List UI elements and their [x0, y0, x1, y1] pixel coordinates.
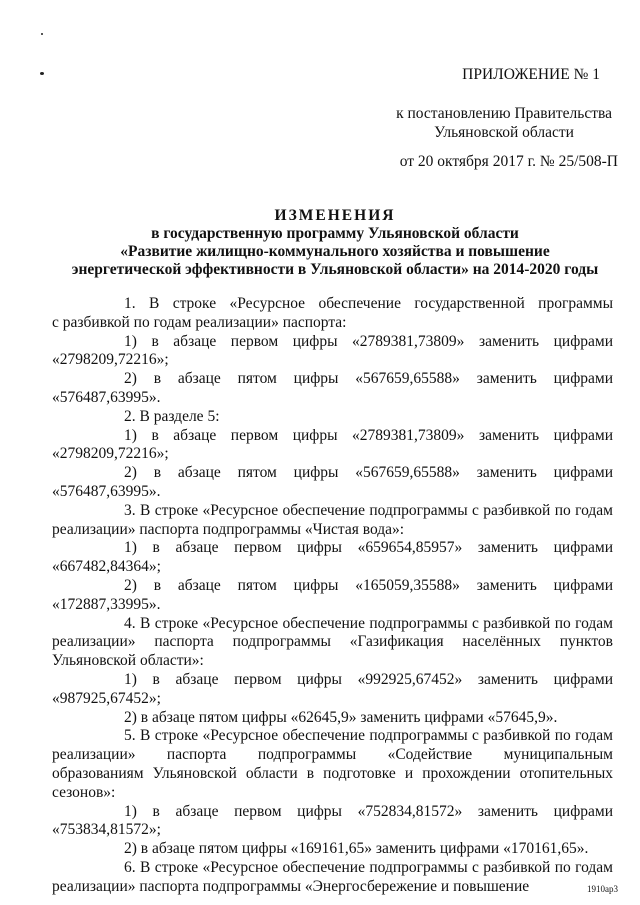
- paragraph-line: Ульяновской области»:: [52, 652, 204, 670]
- paragraph-first-line: 6. В строке «Ресурсное обеспечение подпрограммы с разбивкой по годам: [124, 858, 613, 876]
- paragraph-first-line: 5. В строке «Ресурсное обеспечение подпрограммы с разбивкой по годам: [124, 727, 613, 745]
- list-item: [52, 576, 613, 615]
- footer-code: 1910ap3: [587, 884, 618, 894]
- paragraph-line: сезонов»:: [52, 783, 116, 801]
- list-item: [52, 295, 613, 333]
- paragraph-line: с разбивкой по годам реализации» паспорта:: [52, 313, 347, 331]
- paragraph-first-line: 1) в абзаце первом цифры «659654,85957» заменить цифрами: [124, 539, 613, 557]
- paragraph-line: реализации» паспорта подпрограммы «Энергосбережение и повышение: [52, 877, 530, 895]
- appendix-label: ПРИЛОЖЕНИЕ № 1: [462, 66, 600, 83]
- paragraph-line: реализации» паспорта подпрограммы «Содействие муниципальным: [52, 746, 613, 764]
- resolution-reference: [396, 104, 612, 142]
- list-item: [52, 727, 613, 802]
- scan-speck: [41, 33, 43, 35]
- paragraph-line: «576487,63995».: [52, 388, 161, 406]
- paragraph-first-line: 2. В разделе 5:: [124, 407, 220, 425]
- paragraph-line: «2798209,72216»;: [52, 445, 169, 463]
- list-item: [52, 614, 613, 671]
- paragraph-first-line: 4. В строке «Ресурсное обеспечение подпрограммы с разбивкой по годам: [124, 614, 613, 632]
- paragraph-line: «753834,81572»;: [52, 821, 161, 839]
- list-item: [52, 501, 613, 540]
- paragraph-line: «2798209,72216»;: [52, 351, 169, 369]
- document-title: [60, 207, 610, 279]
- paragraph-line: «987925,67452»;: [52, 689, 161, 707]
- paragraph-first-line: 2) в абзаце пятом цифры «165059,35588» заменить цифрами: [124, 576, 613, 594]
- resolution-line-1: к постановлению Правительства: [396, 105, 612, 122]
- list-item: [52, 332, 613, 371]
- paragraph-line: образованиям Ульяновской области в подготовке и прохождении отопительных: [52, 764, 613, 782]
- paragraph-first-line: 2) в абзаце пятом цифры «62645,9» заменить цифрами «57645,9».: [124, 708, 558, 726]
- paragraph-line: «667482,84364»;: [52, 558, 161, 576]
- paragraph-first-line: 2) в абзаце пятом цифры «567659,65588» заменить цифрами: [124, 370, 613, 388]
- date-number: от 20 октября 2017 г. № 25/508-П: [399, 153, 618, 170]
- list-item: [52, 426, 613, 465]
- list-item: [52, 539, 613, 577]
- paragraph-first-line: 1) в абзаце первом цифры «992925,67452» заменить цифрами: [124, 670, 613, 688]
- list-item: [52, 858, 613, 897]
- list-item: [88, 840, 613, 859]
- list-item: [52, 370, 613, 408]
- paragraph-first-line: 1) в абзаце первом цифры «2789381,73809» заменить цифрами: [124, 332, 613, 350]
- list-item: [52, 464, 613, 502]
- list-item: [52, 802, 613, 841]
- list-item: [88, 709, 613, 728]
- paragraph-first-line: 1) в абзаце первом цифры «752834,81572» заменить цифрами: [124, 802, 613, 820]
- paragraph-line: «172887,33995».: [52, 595, 161, 613]
- title-main: ИЗМЕНЕНИЯ: [274, 207, 396, 224]
- paragraph-first-line: 1) в абзаце первом цифры «2789381,73809» заменить цифрами: [124, 426, 613, 444]
- paragraph-line: реализации» паспорта подпрограммы «Газификация населённых пунктов: [52, 633, 613, 651]
- paragraph-first-line: 2) в абзаце пятом цифры «169161,65» заменить цифрами «170161,65».: [124, 840, 589, 858]
- resolution-line-2: Ульяновской области: [434, 124, 574, 141]
- paragraph-first-line: 2) в абзаце пятом цифры «567659,65588» заменить цифрами: [124, 464, 613, 482]
- list-item: [52, 670, 613, 709]
- title-line-2: в государственную программу Ульяновской области: [151, 225, 519, 242]
- title-line-4: энергетической эффективности в Ульяновской области» на 2014-2020 годы: [71, 261, 599, 278]
- list-item: [88, 408, 613, 427]
- title-line-3: «Развитие жилищно-коммунального хозяйства и повышение: [120, 243, 550, 260]
- paragraph-line: «576487,63995».: [52, 482, 161, 500]
- document-body: [52, 295, 613, 897]
- paragraph-line: реализации» паспорта подпрограммы «Чистая вода»:: [52, 520, 405, 538]
- paragraph-first-line: 1. В строке «Ресурсное обеспечение государственной программы: [124, 295, 613, 312]
- scan-speck: [40, 72, 44, 75]
- paragraph-first-line: 3. В строке «Ресурсное обеспечение подпрограммы с разбивкой по годам: [124, 501, 613, 519]
